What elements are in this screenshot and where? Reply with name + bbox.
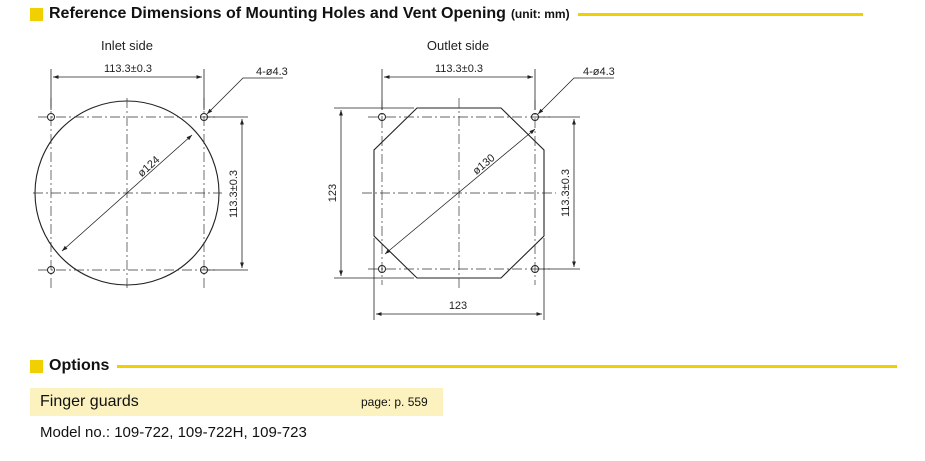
- section-divider: [117, 365, 897, 368]
- outlet-centerlines: [362, 98, 556, 288]
- outlet-diameter-label: ø130: [470, 152, 498, 178]
- inlet-mounting-holes: [48, 114, 208, 274]
- outlet-hole-leader: [538, 78, 614, 114]
- options-title: Options: [49, 357, 110, 374]
- outlet-pitch-top: 113.3±0.3: [434, 63, 484, 75]
- outlet-side-drawing: [327, 38, 615, 320]
- inlet-diameter-label: ø124: [135, 153, 163, 180]
- outlet-top-dimension: [382, 69, 535, 110]
- inlet-pitch-top: 113.3±0.3: [103, 63, 153, 75]
- outlet-height-label: 123: [327, 183, 339, 203]
- finger-guards-row: [30, 388, 443, 416]
- section-title: Reference Dimensions of Mounting Holes and Vent Opening: [49, 5, 506, 22]
- inlet-side-label: Inlet side: [100, 38, 154, 53]
- inlet-pitch-side: 113.3±0.3: [228, 169, 240, 219]
- inlet-side-drawing: [33, 38, 288, 288]
- inlet-top-dimension: [51, 69, 204, 110]
- inlet-hole-leader: [207, 78, 283, 114]
- unit-label: (unit: mm): [510, 7, 570, 21]
- section-marker-icon: [30, 360, 43, 373]
- finger-guards-label: Finger guards: [40, 393, 139, 410]
- outlet-side-label: Outlet side: [426, 38, 490, 53]
- outlet-pitch-side: 113.3±0.3: [560, 168, 572, 218]
- model-numbers: Model no.: 109-722, 109-722H, 109-723: [40, 424, 307, 441]
- outlet-width-label: 123: [448, 300, 468, 312]
- options-header: [30, 357, 897, 375]
- outlet-holes-callout: 4-ø4.3: [583, 66, 615, 78]
- inlet-holes-callout: 4-ø4.3: [256, 66, 288, 78]
- outlet-diameter-line: [385, 129, 535, 254]
- finger-guards-page-ref[interactable]: page: p. 559: [361, 395, 428, 409]
